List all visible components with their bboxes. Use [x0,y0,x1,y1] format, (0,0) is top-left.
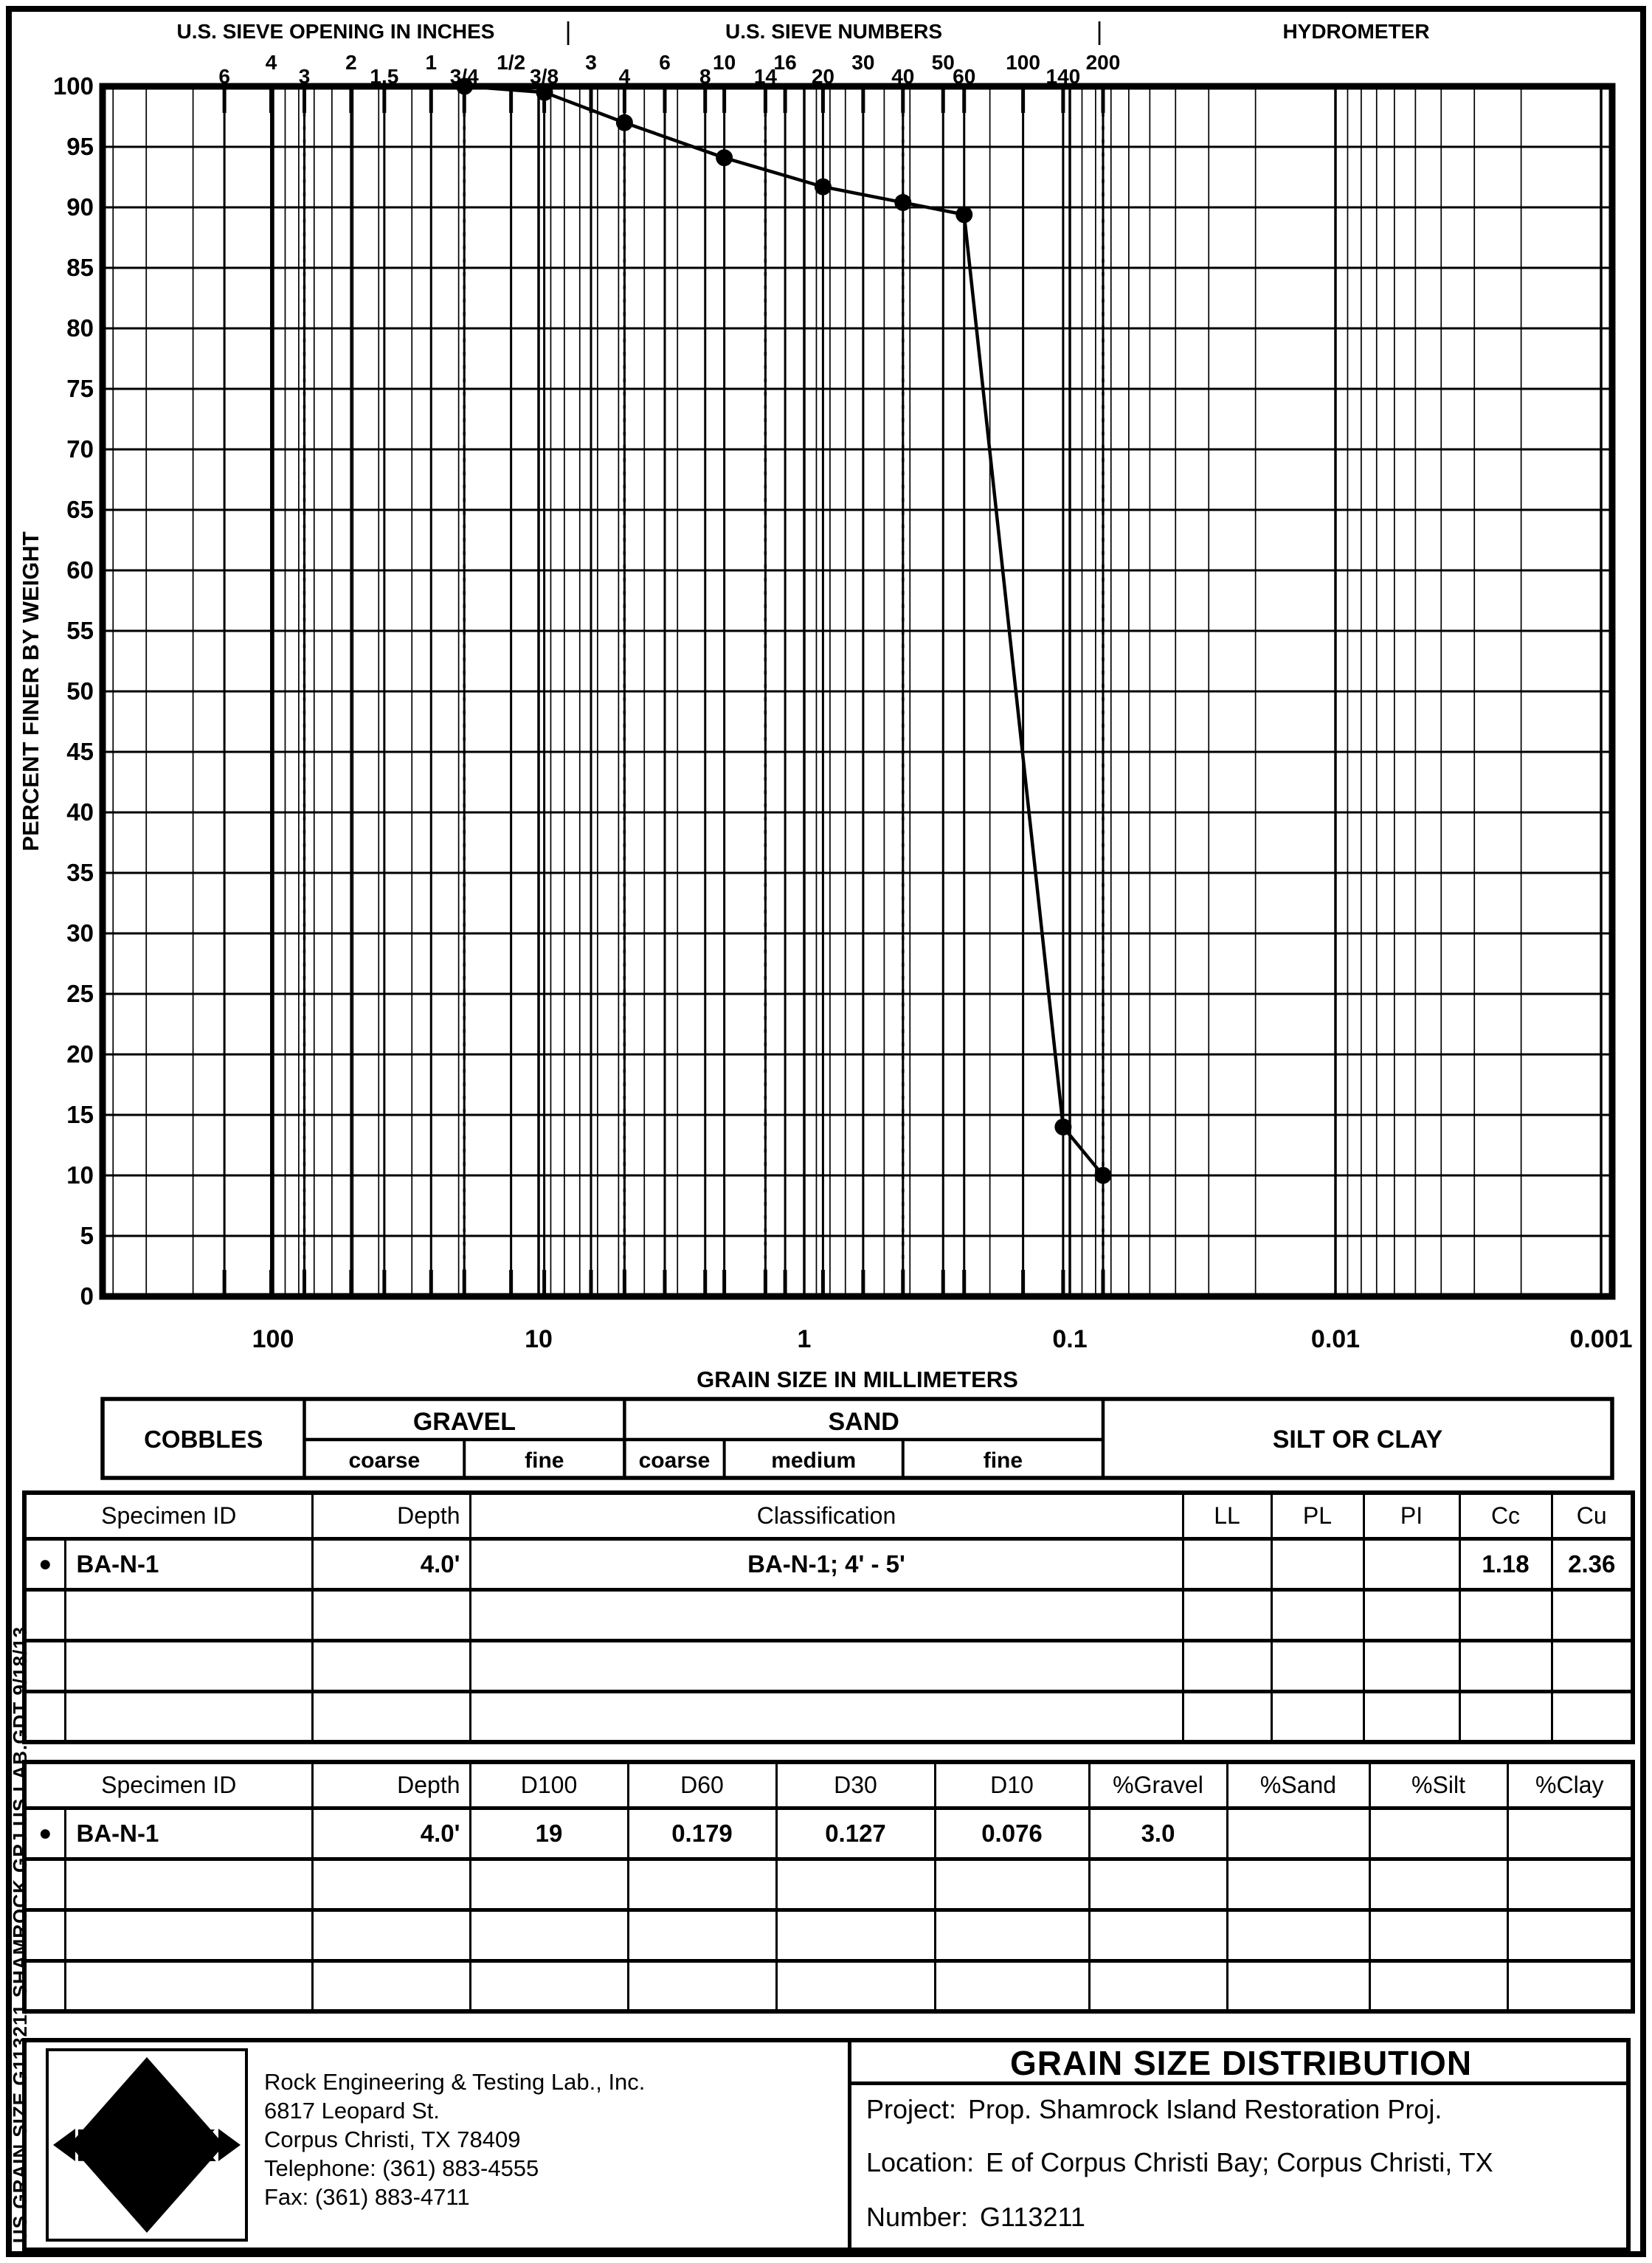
specimen-classification-table [22,1490,1635,1744]
band-label-gravel: GRAVEL [412,1408,516,1436]
sieve-size-label: 3 [298,65,311,88]
percent-tick-label: 55 [66,617,94,644]
cell-d60: 0.179 [628,1808,776,1859]
table-header-row [24,1493,1633,1538]
column-header: PL [1271,1493,1364,1538]
column-header: Specimen ID [24,1493,312,1538]
grain-size-tick-label: 100 [252,1325,294,1353]
data-point-marker [616,114,633,131]
column-header: Depth [312,1762,470,1808]
grain-size-tick-label: 0.001 [1569,1325,1633,1353]
empty-cell [1227,1960,1369,2011]
sieve-size-label: 3/4 [449,65,479,88]
logo-text: ROCK [75,2121,219,2172]
empty-cell [1364,1691,1459,1742]
location-row [866,2147,1493,2178]
empty-cell [1507,1859,1633,1910]
gradation-parameters-table [22,1760,1635,2014]
sieve-size-label: 140 [1046,65,1081,88]
cell-cc: 1.18 [1459,1538,1552,1589]
band-label-sand-coarse: coarse [638,1448,711,1473]
cell-clay [1507,1808,1633,1859]
band-label-gravel-fine: fine [525,1448,564,1473]
empty-cell [628,1859,776,1910]
empty-cell [1552,1589,1633,1640]
file-stamp-sidebar: US GRAIN SIZE G113211 SHAMROCK.GPJ US LAB.GDT 9/18/13 [9,1625,31,2243]
sieve-size-label: 50 [931,51,955,74]
y-axis-title: PERCENT FINER BY WEIGHT [18,531,44,851]
cell-d10: 0.076 [935,1808,1089,1859]
column-header: %Clay [1507,1762,1633,1808]
number-label: Number: [866,2202,969,2232]
column-header: Cu [1552,1493,1633,1538]
percent-tick-label: 25 [66,980,94,1007]
empty-cell [1369,1859,1507,1910]
sieve-size-label: 1 [425,51,438,74]
sieve-size-label: 6 [659,51,671,74]
cell-d30: 0.127 [776,1808,935,1859]
company-address-line: Rock Engineering & Testing Lab., Inc. [264,2069,646,2095]
empty-cell [1271,1589,1364,1640]
empty-cell [628,1910,776,1960]
empty-cell [935,1960,1089,2011]
percent-tick-label: 40 [66,798,94,826]
empty-cell [312,1589,470,1640]
empty-cell [312,1859,470,1910]
empty-table-row [24,1859,1633,1910]
column-header: Classification [470,1493,1183,1538]
band-label-gravel-coarse: coarse [348,1448,421,1473]
caption-hydrometer: HYDROMETER [1282,20,1430,43]
empty-table-row [24,1691,1633,1742]
empty-cell [65,1960,312,2011]
company-address-line: 6817 Leopard St. [264,2098,440,2124]
empty-cell [1227,1910,1369,1960]
location-label: Location: [866,2147,975,2177]
column-header: D100 [470,1762,628,1808]
empty-cell [1364,1589,1459,1640]
percent-tick-label: 15 [66,1101,94,1128]
classification-band [103,1399,1612,1478]
rock-logo-icon [49,2051,245,2239]
axis-tick-labels [53,51,1633,1353]
grain-size-tick-label: 0.01 [1310,1325,1361,1353]
cell-specimen_id: BA-N-1 [65,1538,312,1589]
percent-tick-label: 95 [66,133,94,160]
empty-cell [470,1640,1183,1691]
data-point-marker [815,179,832,196]
empty-cell [1183,1691,1271,1742]
empty-cell [470,1960,628,2011]
empty-cell [312,1640,470,1691]
band-label-sand-fine: fine [983,1448,1023,1473]
cell-depth: 4.0' [312,1538,470,1589]
empty-cell [312,1691,470,1742]
percent-tick-label: 100 [52,72,94,100]
sieve-size-label: 1.5 [370,65,399,88]
company-logo [46,2048,248,2242]
company-address-line: Telephone: (361) 883-4555 [264,2155,539,2181]
caption-sieve-inches: U.S. SIEVE OPENING IN INCHES [176,20,495,43]
band-label-sand-medium: medium [771,1448,857,1473]
empty-cell [1369,1960,1507,2011]
company-address-line: Corpus Christi, TX 78409 [264,2126,521,2152]
data-point-marker [955,206,972,223]
column-header: D10 [935,1762,1089,1808]
data-point-marker [1094,1167,1111,1184]
band-label-silt-or-clay: SILT OR CLAY [1272,1426,1443,1454]
percent-tick-label: 50 [66,677,94,705]
x-axis-title: GRAIN SIZE IN MILLIMETERS [697,1367,1018,1392]
data-point-marker [1054,1119,1071,1136]
empty-cell [312,1960,470,2011]
column-header: %Silt [1369,1762,1507,1808]
cell-silt [1369,1808,1507,1859]
percent-tick-label: 80 [66,314,94,342]
empty-cell [1552,1640,1633,1691]
empty-table-row [24,1589,1633,1640]
column-header: %Gravel [1089,1762,1227,1808]
cell-sand [1227,1808,1369,1859]
empty-cell [935,1859,1089,1910]
project-label: Project: [866,2094,957,2124]
empty-cell [1089,1859,1227,1910]
percent-tick-label: 20 [66,1040,94,1068]
column-header: LL [1183,1493,1271,1538]
column-header: D30 [776,1762,935,1808]
company-address-line: Fax: (361) 883-4711 [264,2184,470,2210]
empty-cell [1507,1910,1633,1960]
empty-cell [312,1910,470,1960]
percent-tick-label: 30 [66,919,94,947]
sieve-size-label: 1/2 [497,51,526,74]
empty-cell [1552,1691,1633,1742]
percent-tick-label: 0 [80,1282,94,1310]
empty-cell [776,1910,935,1960]
empty-cell [935,1910,1089,1960]
table-row [24,1538,1633,1589]
percent-tick-label: 45 [66,738,94,765]
column-header: Cc [1459,1493,1552,1538]
percent-tick-label: 60 [66,556,94,584]
company-block [27,2042,848,2248]
empty-cell [1271,1691,1364,1742]
empty-cell [1459,1589,1552,1640]
percent-tick-label: 5 [80,1222,94,1249]
empty-cell [65,1859,312,1910]
cell-gravel: 3.0 [1089,1808,1227,1859]
empty-table-row [24,1910,1633,1960]
sieve-size-label: 3/8 [530,65,559,88]
empty-cell [1459,1691,1552,1742]
report-title: GRAIN SIZE DISTRIBUTION [851,2042,1631,2085]
column-header: Specimen ID [24,1762,312,1808]
empty-cell [470,1910,628,1960]
row-marker-icon: ● [24,1538,65,1589]
percent-tick-label: 65 [66,496,94,523]
empty-cell [65,1910,312,1960]
percent-tick-label: 85 [66,254,94,281]
sieve-size-label: 6 [218,65,230,88]
company-address [264,2067,645,2211]
percent-tick-label: 35 [66,859,94,886]
sieve-size-label: 20 [811,65,834,88]
caption-separator-icon: | [1096,18,1103,46]
empty-cell [1507,1960,1633,2011]
data-point-marker [716,149,733,166]
project-value: Prop. Shamrock Island Restoration Proj. [968,2094,1442,2124]
empty-table-row [24,1960,1633,2011]
band-label-sand: SAND [828,1408,899,1436]
number-row [866,2202,1085,2233]
sieve-size-label: 10 [713,51,736,74]
column-header: %Sand [1227,1762,1369,1808]
empty-cell [65,1640,312,1691]
cell-ll [1183,1538,1271,1589]
sieve-size-label: 16 [773,51,797,74]
empty-cell [628,1960,776,2011]
project-row [866,2094,1442,2125]
cell-depth: 4.0' [312,1808,470,1859]
percent-tick-label: 10 [66,1161,94,1189]
column-header: Depth [312,1493,470,1538]
cell-pl [1271,1538,1364,1589]
cell-d100: 19 [470,1808,628,1859]
row-marker-icon: ● [24,1808,65,1859]
percent-tick-label: 90 [66,193,94,221]
report-info-block [848,2042,1631,2248]
empty-cell [1089,1910,1227,1960]
empty-cell [65,1589,312,1640]
table-row [24,1808,1633,1859]
empty-cell [1227,1859,1369,1910]
sieve-size-label: 60 [953,65,976,88]
sieve-size-label: 40 [891,65,915,88]
empty-cell [1183,1589,1271,1640]
band-label-cobbles: COBBLES [144,1426,263,1453]
sieve-size-label: 2 [345,51,357,74]
cell-cu: 2.36 [1552,1538,1633,1589]
percent-tick-label: 75 [66,375,94,402]
empty-cell [1459,1640,1552,1691]
sieve-size-label: 8 [699,65,711,88]
empty-table-row [24,1640,1633,1691]
percent-tick-label: 70 [66,435,94,463]
empty-cell [776,1960,935,2011]
empty-cell [1089,1960,1227,2011]
empty-cell [470,1859,628,1910]
cell-classification: BA-N-1; 4' - 5' [470,1538,1183,1589]
sieve-size-label: 200 [1085,51,1121,74]
empty-cell [470,1691,1183,1742]
column-header: PI [1364,1493,1459,1538]
column-header: D60 [628,1762,776,1808]
sieve-size-label: 100 [1006,51,1040,74]
percent-gridlines [103,147,1612,1236]
empty-cell [1364,1640,1459,1691]
empty-cell [1183,1640,1271,1691]
sieve-size-label: 30 [851,51,875,74]
empty-cell [1369,1910,1507,1960]
sieve-size-label: 4 [265,51,277,74]
empty-cell [65,1691,312,1742]
title-block [22,2038,1631,2252]
caption-separator-icon: | [564,18,572,46]
empty-cell [470,1589,1183,1640]
sieve-size-label: 3 [585,51,597,74]
cell-pi [1364,1538,1459,1589]
sieve-size-label: 14 [753,65,777,88]
empty-cell [1271,1640,1364,1691]
sieve-size-label: 4 [618,65,631,88]
number-value: G113211 [980,2202,1085,2232]
grain-size-tick-label: 1 [797,1325,812,1353]
grain-size-tick-label: 10 [525,1325,553,1353]
table-header-row [24,1762,1633,1808]
grain-size-tick-label: 0.1 [1052,1325,1088,1353]
cell-specimen_id: BA-N-1 [65,1808,312,1859]
location-value: E of Corpus Christi Bay; Corpus Christi, TX [986,2147,1493,2177]
data-point-marker [894,194,911,211]
caption-sieve-numbers: U.S. SIEVE NUMBERS [725,20,943,43]
empty-cell [776,1859,935,1910]
